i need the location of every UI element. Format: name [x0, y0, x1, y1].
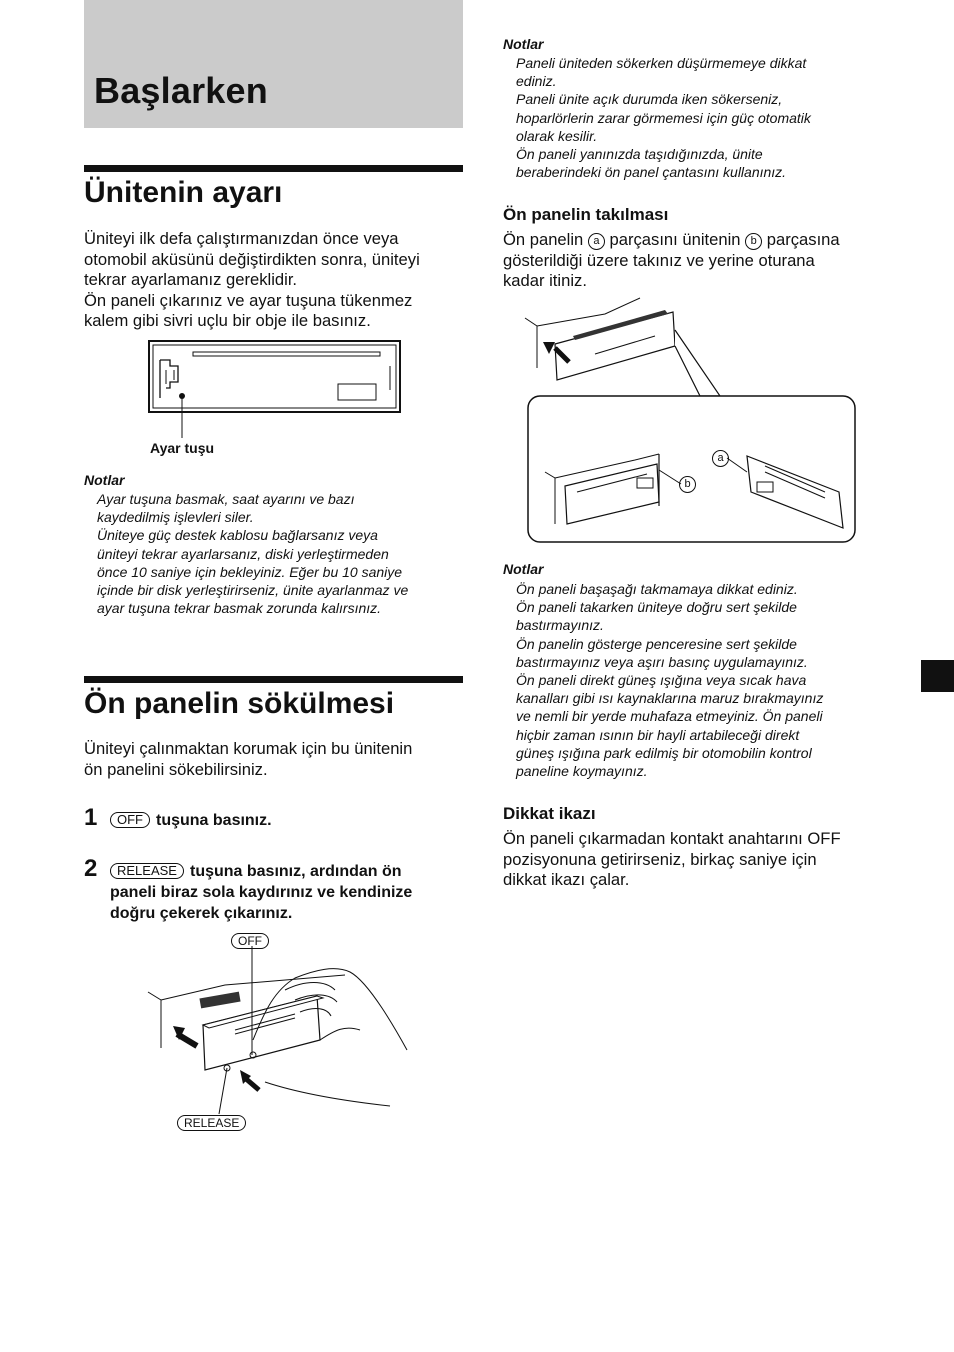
unit-front-illustration: [148, 340, 402, 440]
off-key-label: OFF: [110, 812, 150, 828]
note-line: Üniteye güç destek kablosu bağlarsanız veya: [97, 527, 378, 544]
note-line: Ön panelin gösterge penceresine sert şekilde: [516, 635, 797, 652]
notes-list-detach: [516, 54, 811, 181]
note-line: paneline koymayınız.: [516, 763, 648, 780]
paragraph-line: kalem gibi sivri uçlu bir obje ile basınız.: [84, 311, 371, 331]
figure-caption-reset-button: Ayar tuşu: [150, 440, 215, 456]
note-line: güneş ışığına park edilmiş bir otomobilin kontrol: [516, 744, 812, 761]
note-line: Paneli ünite açık durumda iken sökerseniz,: [516, 91, 783, 108]
step-number: 1: [84, 804, 98, 831]
step-2-instruction: tuşuna basınız, ardından ön: [189, 863, 402, 880]
note-line: Paneli üniteden sökerken düşürmemeye dikkat: [516, 55, 807, 71]
detach-paragraph: [84, 739, 412, 780]
note-line: Ön paneli takarken üniteye doğru sert şekilde: [516, 599, 797, 616]
step-2-instruction-line: paneli biraz sola kaydırınız ve kendinize: [110, 884, 413, 901]
marker-b: b: [745, 233, 762, 250]
attach-paragraph: [503, 230, 840, 292]
note-line: Ön paneli başaşağı takmamaya dikkat ediniz.: [516, 581, 798, 597]
notes-list-attach: [516, 580, 823, 780]
note-line: içinde bir disk yerleştirirseniz, ünite ayarlanmaz ve: [97, 582, 409, 599]
notes-title: Notlar: [503, 36, 544, 52]
subsection-title-caution: Dikkat ikazı: [503, 804, 596, 823]
note-line: olarak kesilir.: [516, 127, 598, 144]
note-line: Ayar tuşuna basmak, saat ayarını ve bazı: [97, 491, 355, 507]
step-1-text: [110, 810, 272, 831]
note-line: Ön paneli yanınızda taşıdığınızda, ünite: [516, 146, 763, 163]
marker-a: a: [588, 233, 605, 250]
paragraph-line: Üniteyi çalınmaktan korumak için bu ünitenin: [84, 739, 413, 758]
paragraph-line: gösterildiği üzere takınız ve yerine oturana: [503, 250, 815, 270]
off-button-callout: OFF: [231, 933, 269, 949]
section-rule: [84, 676, 463, 683]
note-line: ediniz.: [516, 73, 557, 90]
paragraph-line: otomobil aküsünü değiştirdikten sonra, üniteyi: [84, 249, 420, 269]
step-2-text: [110, 861, 412, 924]
chapter-title: Başlarken: [94, 70, 268, 111]
step-1-instruction: tuşuna basınız.: [156, 812, 272, 829]
section-title-detach: Ön panelin sökülmesi: [84, 687, 395, 720]
note-line: hiçbir zaman ısının bir hayli artabileceği direkt: [516, 726, 800, 743]
paragraph-line: Ön paneli çıkarmadan kontakt anahtarını OFF: [503, 829, 841, 848]
attach-panel-illustration: [525, 296, 859, 546]
note-line: Ön paneli direkt güneş ışığına veya sıcak hava: [516, 672, 807, 689]
note-line: bastırmayınız.: [516, 617, 604, 634]
note-line: ayar tuşuna tekrar basmak zorunda kalırsınız.: [97, 600, 382, 617]
release-key-label: RELEASE: [110, 863, 184, 879]
note-line: bastırmayınız veya aşırı basınç uygulamayınız.: [516, 653, 808, 670]
section-rule: [84, 165, 463, 172]
paragraph-line: dikkat ikazı çalar.: [503, 870, 630, 890]
paragraph-text: parçasına: [766, 230, 840, 249]
release-button-callout: RELEASE: [177, 1115, 246, 1131]
section-title-reset: Ünitenin ayarı: [84, 176, 283, 209]
paragraph-text: parçasını ünitenin: [609, 230, 741, 249]
subsection-title-attach: Ön panelin takılması: [503, 205, 669, 224]
paragraph-line: kadar itiniz.: [503, 271, 587, 291]
step-number: 2: [84, 855, 98, 882]
note-line: ve nemli bir yerde muhafaza etmeyiniz. Ön paneli: [516, 708, 823, 725]
figure-label-b: b: [679, 476, 696, 493]
detach-panel-illustration: [145, 930, 410, 1130]
note-line: hoparlörlerin zarar görmemesi için güç otomatik: [516, 109, 811, 126]
side-thumb-tab: [921, 660, 954, 692]
notes-list-reset: [97, 490, 408, 617]
paragraph-line: Üniteyi ilk defa çalıştırmanızdan önce veya: [84, 229, 399, 248]
note-line: önce 10 saniye için bekleyiniz. Eğer bu 10 saniye: [97, 563, 403, 580]
caution-paragraph: [503, 829, 841, 891]
notes-title: Notlar: [503, 561, 544, 577]
paragraph-text: Ön panelin: [503, 230, 584, 249]
notes-title: Notlar: [84, 472, 125, 488]
note-line: üniteyi tekrar ayarlarsanız, diski yerleştirmeden: [97, 545, 389, 562]
paragraph-line: Ön paneli çıkarınız ve ayar tuşuna tükenmez: [84, 290, 413, 310]
paragraph-line: tekrar ayarlamanız gereklidir.: [84, 270, 298, 290]
paragraph-line: ön panelini sökebilirsiniz.: [84, 759, 268, 779]
figure-label-a: a: [712, 450, 729, 467]
paragraph-line: pozisyonuna getirirseniz, birkaç saniye için: [503, 849, 817, 869]
note-line: kanalları gibi ısı kaynaklarına maruz bırakmayınız: [516, 690, 824, 707]
note-line: beraberindeki ön panel çantasını kullanınız.: [516, 164, 787, 181]
note-line: kaydedilmiş işlevleri siler.: [97, 509, 254, 526]
step-2-instruction-line: doğru çekerek çıkarınız.: [110, 905, 293, 922]
reset-paragraph: [84, 229, 420, 332]
